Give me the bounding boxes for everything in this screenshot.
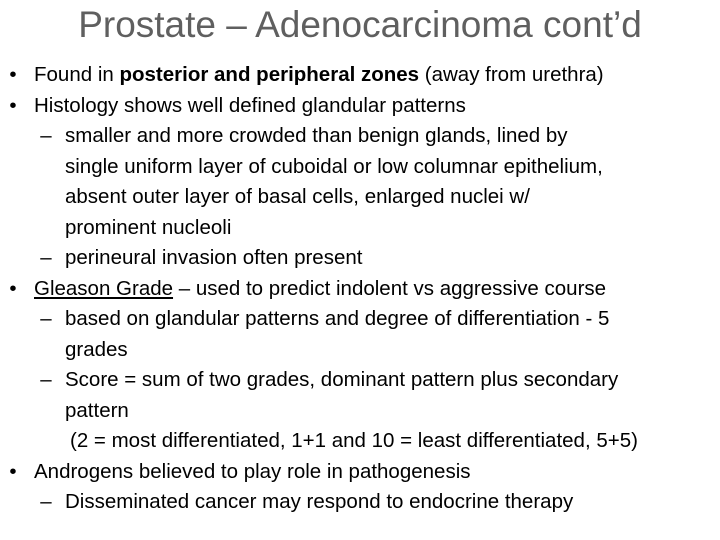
- sub-item-2-1-line-3: [0, 182, 720, 213]
- bullet-text: Androgens believed to play role in pathogenesis: [34, 459, 471, 483]
- sub-item-text: pattern: [65, 398, 129, 422]
- sub-item-text: prominent nucleoli: [65, 215, 232, 239]
- sub-item-text: Score = sum of two grades, dominant pattern plus secondary: [65, 368, 619, 391]
- underlined-text-segment: Gleason Grade: [34, 276, 174, 300]
- sub-item-3-1-line-2: [0, 335, 720, 366]
- bold-text-segment: posterior and peripheral zones: [119, 63, 420, 86]
- bullet-icon: •: [9, 93, 17, 117]
- bullet-text: [34, 60, 604, 91]
- bullet-text: Histology shows well defined glandular patterns: [34, 93, 466, 117]
- sub-item-text: perineural invasion often present: [65, 246, 363, 269]
- dash-icon: –: [40, 368, 52, 391]
- sub-item-text: absent outer layer of basal cells, enlarged nuclei w/: [65, 185, 530, 208]
- sub-item-2-1-line-2: [0, 152, 720, 183]
- bullet-icon: •: [9, 459, 17, 483]
- sub-item-text: smaller and more crowded than benign glands, lined by: [65, 124, 568, 147]
- sub-item-2-2: [0, 243, 720, 274]
- text-segment: – used to predict indolent vs aggressive course: [173, 276, 607, 300]
- sub-item-text: grades: [65, 337, 128, 361]
- sub-item-3-2-line-2: [0, 396, 720, 427]
- sub-item-text: single uniform layer of cuboidal or low columnar epithelium,: [65, 154, 603, 178]
- sub-item-3-2-line-3: [0, 426, 720, 457]
- bullet-item-4: [0, 457, 720, 488]
- sub-item-text: based on glandular patterns and degree of differentiation - 5: [65, 307, 610, 330]
- sub-item-3-1-line-1: [0, 304, 720, 335]
- text-segment: (away from urethra): [419, 63, 604, 86]
- dash-icon: –: [40, 124, 52, 147]
- sub-item-text: (2 = most differentiated, 1+1 and 10 = least differentiated, 5+5): [70, 429, 638, 452]
- slide-title: Prostate – Adenocarcinoma cont’d: [78, 4, 642, 45]
- bullet-text: [34, 274, 606, 305]
- dash-icon: –: [40, 307, 52, 330]
- dash-icon: –: [40, 246, 52, 269]
- bullet-icon: •: [9, 63, 17, 86]
- sub-item-3-2-line-1: [0, 365, 720, 396]
- dash-icon: –: [40, 490, 52, 513]
- sub-item-4-1: [0, 487, 720, 518]
- sub-item-2-1-line-4: [0, 213, 720, 244]
- bullet-item-2: [0, 91, 720, 122]
- bullet-item-3: [0, 274, 720, 305]
- bullet-icon: •: [9, 276, 17, 300]
- sub-item-text: Disseminated cancer may respond to endocrine therapy: [65, 490, 574, 513]
- sub-item-2-1-line-1: [0, 121, 720, 152]
- bullet-item-1: [0, 60, 720, 91]
- text-segment: Found in: [34, 63, 120, 86]
- slide-body: [0, 60, 720, 518]
